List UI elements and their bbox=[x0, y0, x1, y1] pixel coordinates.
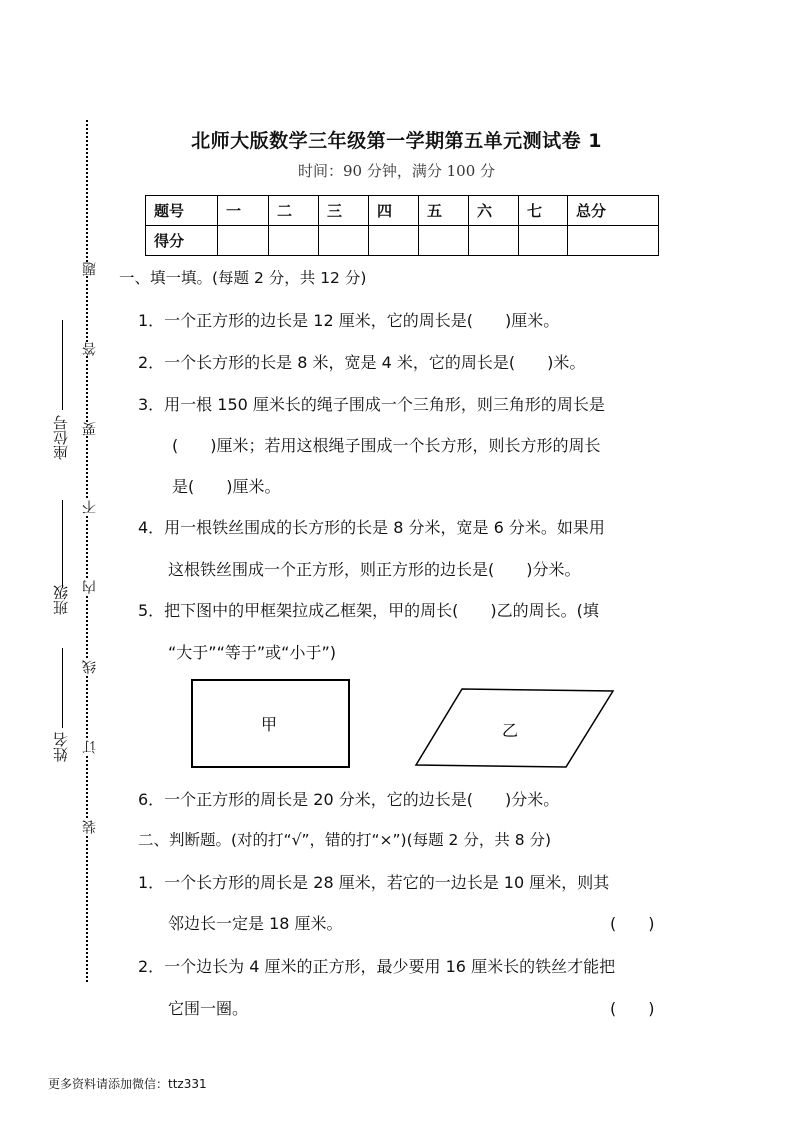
question-text: “大于”“等于”或“小于”) bbox=[168, 643, 336, 662]
question-text: 2．一个长方形的长是 8 米，宽是 4 米，它的周长是( )米。 bbox=[138, 353, 586, 372]
table-cell: 六 bbox=[469, 196, 519, 226]
cut-line-char: 订 bbox=[82, 740, 98, 754]
score-input-cell[interactable] bbox=[218, 226, 269, 256]
question-text: 6．一个正方形的周长是 20 分米，它的边长是( )分米。 bbox=[138, 790, 560, 809]
seat-number-label: 座位号 bbox=[52, 415, 70, 460]
question-text: 邻边长一定是 18 厘米。 bbox=[168, 914, 343, 933]
cut-line-char: 答 bbox=[82, 342, 98, 356]
answer-bracket[interactable]: ( ) bbox=[610, 914, 655, 933]
question-text: 1．一个正方形的边长是 12 厘米，它的周长是( )厘米。 bbox=[138, 311, 560, 330]
cut-line-char: 装 bbox=[82, 820, 98, 834]
table-cell: 题号 bbox=[146, 196, 218, 226]
answer-bracket[interactable]: ( ) bbox=[610, 999, 655, 1018]
score-input-cell[interactable] bbox=[419, 226, 469, 256]
table-cell: 三 bbox=[319, 196, 369, 226]
question-text: ( )厘米；若用这根绳子围成一个长方形，则长方形的周长 bbox=[172, 436, 601, 455]
question-text: 3．用一根 150 厘米长的绳子围成一个三角形，则三角形的周长是 bbox=[138, 395, 605, 414]
score-table-header-row bbox=[146, 196, 659, 226]
cut-line-char: 内 bbox=[82, 580, 98, 594]
score-input-cell[interactable] bbox=[369, 226, 419, 256]
seat-number-blank bbox=[62, 320, 63, 410]
cut-line-char: 不 bbox=[82, 500, 98, 514]
score-input-cell[interactable] bbox=[568, 226, 659, 256]
cut-line-char: 题 bbox=[82, 262, 98, 276]
score-input-cell[interactable] bbox=[519, 226, 568, 256]
binding-dotted-line bbox=[86, 120, 88, 982]
question-text: 4．用一根铁丝围成的长方形的长是 8 分米，宽是 6 分米。如果用 bbox=[138, 518, 605, 537]
table-cell: 得分 bbox=[146, 226, 218, 256]
shape-b-label: 乙 bbox=[501, 721, 519, 740]
score-table-score-row bbox=[146, 226, 659, 256]
question-text: 2．一个边长为 4 厘米的正方形，最少要用 16 厘米长的铁丝才能把 bbox=[138, 957, 616, 976]
cut-line-char: 要 bbox=[82, 422, 98, 436]
score-table bbox=[145, 195, 659, 256]
question-text: 它围一圈。 bbox=[168, 999, 249, 1018]
question-text: 1．一个长方形的周长是 28 厘米，若它的一边长是 10 厘米，则其 bbox=[138, 873, 610, 892]
footer-note: 更多资料请添加微信：ttz331 bbox=[48, 1077, 207, 1091]
question-text: 是( )厘米。 bbox=[172, 477, 281, 496]
exam-duration: 时间：90 分钟，满分 100 分 bbox=[297, 162, 496, 180]
section-heading: 一、填一填。(每题 2 分，共 12 分) bbox=[119, 269, 367, 287]
score-input-cell[interactable] bbox=[469, 226, 519, 256]
score-input-cell[interactable] bbox=[269, 226, 319, 256]
score-input-cell[interactable] bbox=[319, 226, 369, 256]
cut-line-char: 线 bbox=[82, 660, 98, 674]
frame-diagram bbox=[185, 672, 625, 772]
class-blank bbox=[62, 500, 63, 588]
table-cell: 二 bbox=[269, 196, 319, 226]
section-heading: 二、判断题。(对的打“√”，错的打“×”)(每题 2 分，共 8 分) bbox=[138, 831, 552, 849]
class-label: 班级 bbox=[52, 585, 70, 615]
table-cell: 七 bbox=[519, 196, 568, 226]
page-title: 北师大版数学三年级第一学期第五单元测试卷 1 bbox=[191, 130, 602, 152]
name-blank bbox=[62, 648, 63, 728]
table-cell: 总分 bbox=[568, 196, 659, 226]
table-cell: 一 bbox=[218, 196, 269, 226]
question-text: 5．把下图中的甲框架拉成乙框架，甲的周长( )乙的周长。(填 bbox=[138, 601, 599, 620]
table-cell: 五 bbox=[419, 196, 469, 226]
shape-a-label: 甲 bbox=[260, 715, 278, 734]
question-text: 这根铁丝围成一个正方形，则正方形的边长是( )分米。 bbox=[168, 560, 581, 579]
table-cell: 四 bbox=[369, 196, 419, 226]
name-label: 姓名 bbox=[52, 732, 70, 762]
